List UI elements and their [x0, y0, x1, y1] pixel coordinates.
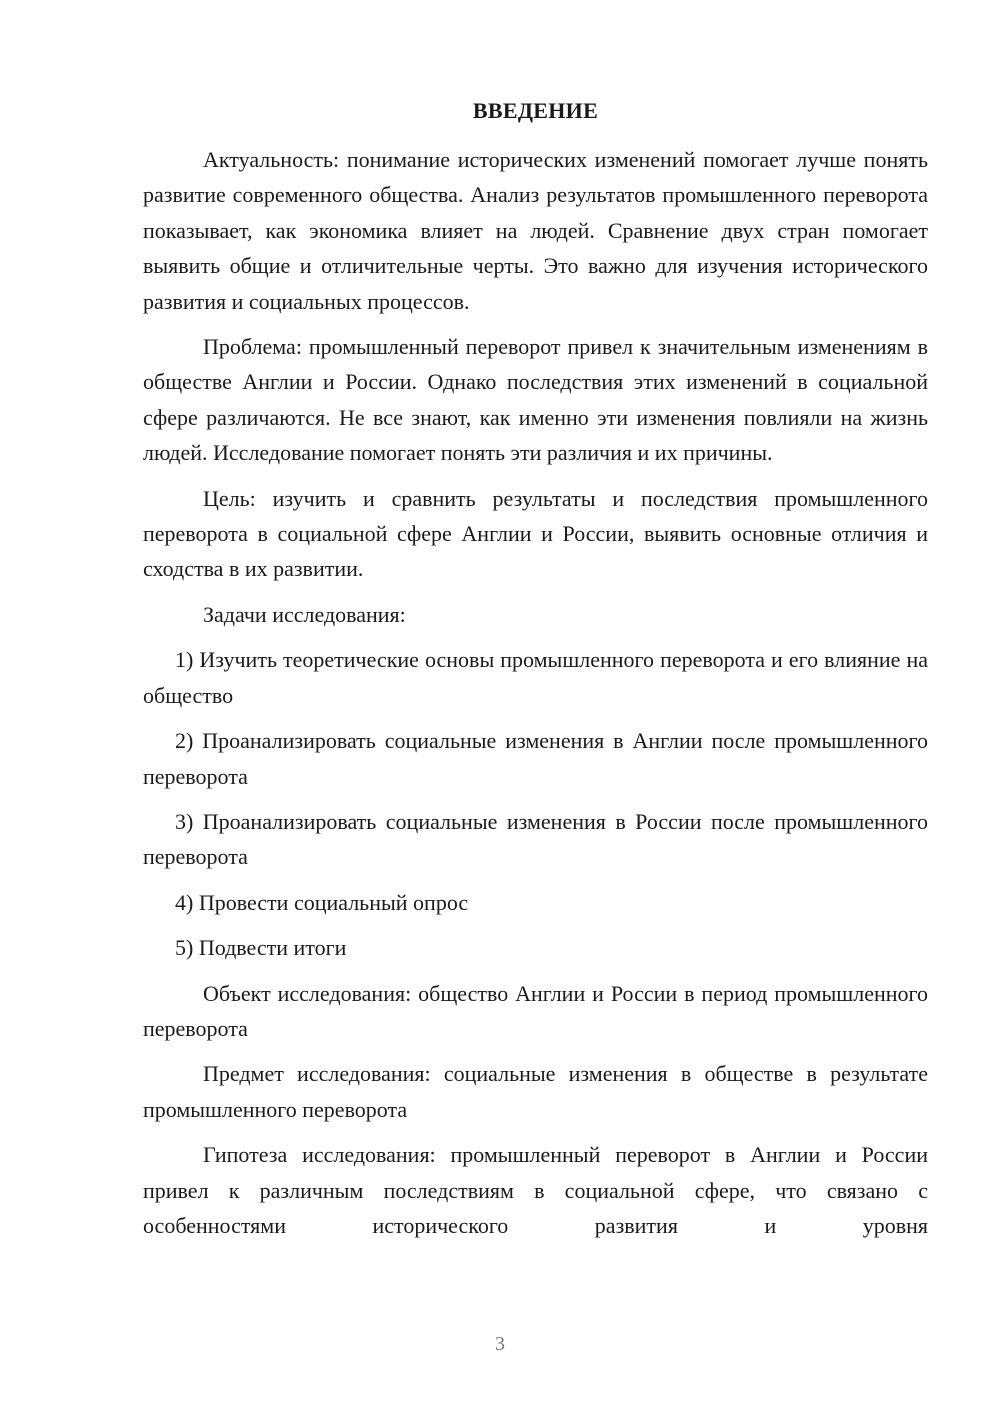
problem-paragraph: Проблема: промышленный переворот привел к значительным изменениям в обществе Англии и России. Однако последствия этих изменений в социальной сфере различаются. Не все знают, как именно эти изменения повлияли на жизнь людей. Исследование помогает понять эти различия и их причины.	[143, 334, 928, 466]
section-heading: ВВЕДЕНИЕ	[472, 98, 599, 123]
task-item: 5) Подвести итоги	[175, 935, 347, 961]
task-item: 4) Провести социальный опрос	[175, 889, 469, 915]
task-item: 3) Проанализировать социальные изменения в России после промышленного переворота	[143, 808, 928, 870]
relevance-paragraph: Актуальность: понимание исторических изменений помогает лучше понять развитие современного общества. Анализ результатов промышленного переворота показывает, как экономика влияет на людей. Сравнение двух стран помогает выявить общие и отличительные черты. Это важно для изучения исторического развития и социальных процессов.	[143, 147, 928, 314]
document-body	[143, 142, 928, 1253]
page-number: 3	[495, 1333, 505, 1355]
goal-paragraph: Цель: изучить и сравнить результаты и последствия промышленного переворота в социальной сфере Англии и России, выявить основные отличия и сходства в их развитии.	[143, 485, 928, 582]
tasks-intro: Задачи исследования:	[203, 601, 406, 627]
hypothesis-paragraph: Гипотеза исследования: промышленный переворот в Англии и России привел к различным последствиям в социальной сфере, что связано с особенностями исторического развития и уровня	[143, 1142, 928, 1238]
subject-paragraph: Предмет исследования: социальные изменения в обществе в результате промышленного переворота	[143, 1061, 928, 1122]
object-paragraph: Объект исследования: общество Англии и России в период промышленного переворота	[143, 980, 928, 1041]
task-item: 1) Изучить теоретические основы промышленного переворота и его влияние на общество	[143, 647, 928, 708]
task-item: 2) Проанализировать социальные изменения в Англии после промышленного переворота	[143, 728, 928, 789]
